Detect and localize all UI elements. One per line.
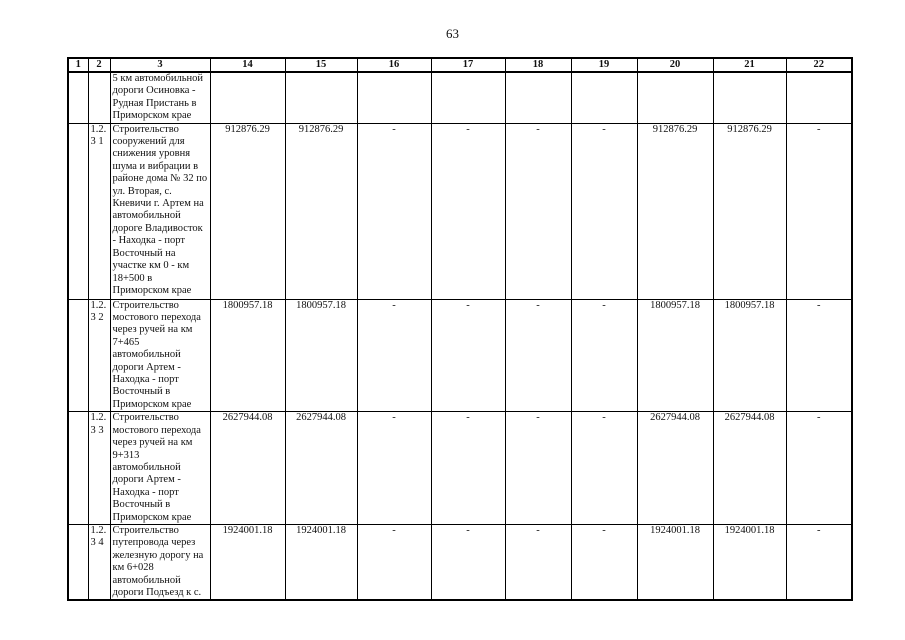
cell-col19: - <box>571 123 637 299</box>
cell-name: Строительство мостового перехода через ручей на км 7+465 автомобильной дороги Артем - Находка - порт Восточный в Приморском крае <box>110 299 210 412</box>
cell-code: 1.2.3 3 <box>88 412 110 525</box>
cell-code: 1.2.3 2 <box>88 299 110 412</box>
cell-code: 1.2.3 4 <box>88 524 110 600</box>
cell-col16: - <box>357 412 431 525</box>
cell-col21: 2627944.08 <box>713 412 786 525</box>
cell-col19: - <box>571 412 637 525</box>
cell-col17: - <box>431 299 505 412</box>
cell-col16: - <box>357 123 431 299</box>
cell-col22: - <box>786 412 852 525</box>
cell-col1 <box>68 299 88 412</box>
cell-col15: 2627944.08 <box>285 412 357 525</box>
cell-col15 <box>285 72 357 123</box>
column-header: 1 <box>68 58 88 72</box>
cell-col1 <box>68 123 88 299</box>
column-header: 14 <box>210 58 285 72</box>
table-row <box>68 299 852 412</box>
cell-col19 <box>571 72 637 123</box>
table-row <box>68 123 852 299</box>
cell-col16: - <box>357 299 431 412</box>
cell-col14 <box>210 72 285 123</box>
cell-code: 1.2.3 1 <box>88 123 110 299</box>
cell-col1 <box>68 72 88 123</box>
cell-col22 <box>786 72 852 123</box>
cell-col22: - <box>786 299 852 412</box>
column-header: 15 <box>285 58 357 72</box>
cell-col14: 1800957.18 <box>210 299 285 412</box>
cell-col20: 1800957.18 <box>637 299 713 412</box>
cell-name: Строительство мостового перехода через ручей на км 9+313 автомобильной дороги Артем - Находка - порт Восточный в Приморском крае <box>110 412 210 525</box>
cell-col16 <box>357 72 431 123</box>
cell-col19: - <box>571 524 637 600</box>
budget-table <box>67 57 853 601</box>
table-row <box>68 412 852 525</box>
table-row <box>68 72 852 123</box>
cell-col20: 2627944.08 <box>637 412 713 525</box>
cell-col17 <box>431 72 505 123</box>
column-header: 18 <box>505 58 571 72</box>
column-header: 22 <box>786 58 852 72</box>
cell-col21: 1800957.18 <box>713 299 786 412</box>
cell-col22: - <box>786 524 852 600</box>
cell-col15: 1800957.18 <box>285 299 357 412</box>
cell-col18: - <box>505 412 571 525</box>
cell-col17: - <box>431 412 505 525</box>
column-header: 17 <box>431 58 505 72</box>
column-header: 20 <box>637 58 713 72</box>
cell-col18 <box>505 72 571 123</box>
cell-code <box>88 72 110 123</box>
cell-col20 <box>637 72 713 123</box>
cell-col1 <box>68 412 88 525</box>
column-header: 16 <box>357 58 431 72</box>
cell-col17: - <box>431 123 505 299</box>
cell-col15: 1924001.18 <box>285 524 357 600</box>
column-header: 19 <box>571 58 637 72</box>
table-row <box>68 524 852 600</box>
cell-col14: 912876.29 <box>210 123 285 299</box>
page-number: 63 <box>446 26 459 41</box>
cell-col18: - <box>505 299 571 412</box>
cell-col16: - <box>357 524 431 600</box>
cell-col15: 912876.29 <box>285 123 357 299</box>
cell-col14: 1924001.18 <box>210 524 285 600</box>
column-header: 2 <box>88 58 110 72</box>
column-header: 21 <box>713 58 786 72</box>
cell-col21: 1924001.18 <box>713 524 786 600</box>
cell-name: Строительство сооружений для снижения уровня шума и вибрации в районе дома № 32 по ул. Вторая, с. Кневичи г. Артем на автомобильной дороге Владивосток - Находка - порт Восточный на участке км 0 - км 18+500 в Приморском крае <box>110 123 210 299</box>
cell-col1 <box>68 524 88 600</box>
cell-col18: - <box>505 123 571 299</box>
cell-name: Строительство путепровода через железную дорогу на км 6+028 автомобильной дороги Подъезд к с. <box>110 524 210 600</box>
cell-col20: 912876.29 <box>637 123 713 299</box>
cell-col14: 2627944.08 <box>210 412 285 525</box>
cell-col18: - <box>505 524 571 600</box>
cell-col20: 1924001.18 <box>637 524 713 600</box>
cell-col22: - <box>786 123 852 299</box>
column-header: 3 <box>110 58 210 72</box>
cell-col21 <box>713 72 786 123</box>
cell-col19: - <box>571 299 637 412</box>
cell-name: 5 км автомобильной дороги Осиновка - Рудная Пристань в Приморском крае <box>110 72 210 123</box>
table-header-row <box>68 58 852 72</box>
cell-col17: - <box>431 524 505 600</box>
cell-col21: 912876.29 <box>713 123 786 299</box>
